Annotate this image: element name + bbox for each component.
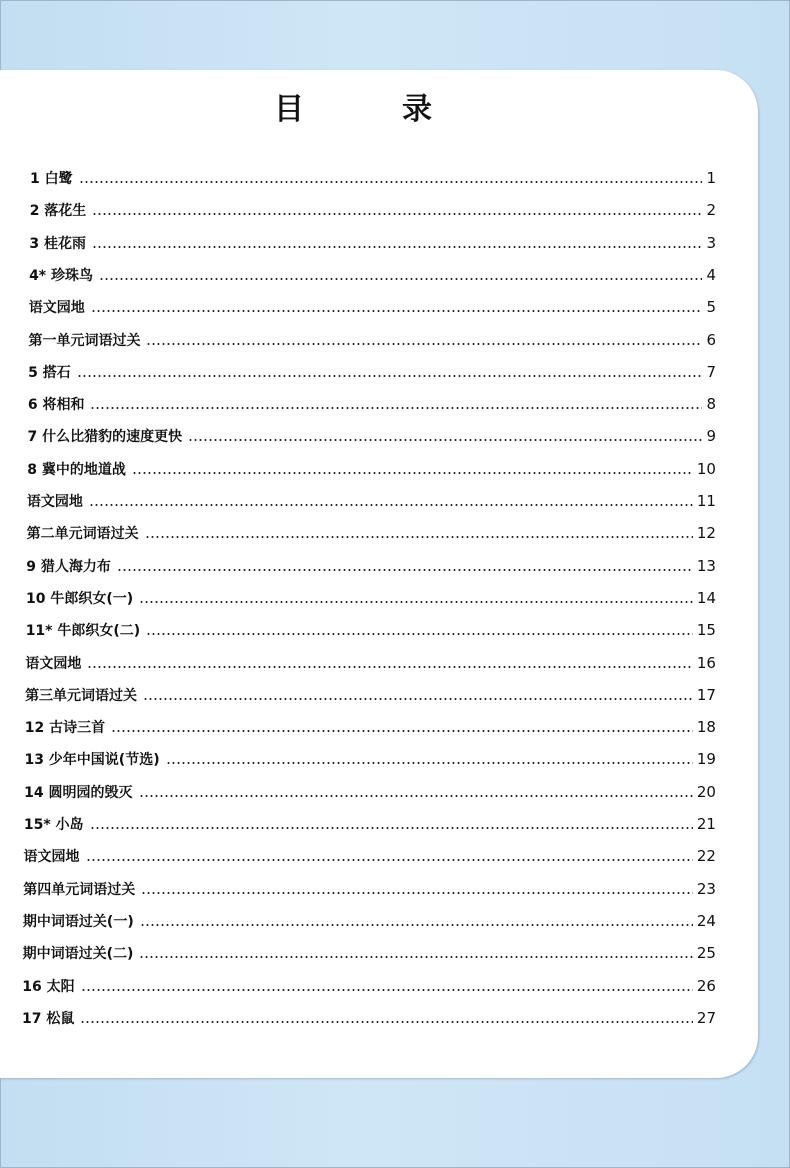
- toc-entry-page-number: 25: [696, 944, 716, 963]
- dot-leader: [81, 989, 693, 991]
- dot-leader: [80, 1021, 693, 1023]
- dot-leader: [92, 213, 702, 215]
- toc-entry-page-number: 23: [696, 879, 716, 898]
- toc-entry-title: 语文园地: [25, 655, 82, 672]
- toc-entry[interactable]: [27, 491, 716, 511]
- toc-entry-title: 5 搭石: [28, 364, 71, 381]
- toc-entry[interactable]: [26, 620, 716, 640]
- toc-entry[interactable]: [28, 394, 716, 414]
- toc-entry-page-number: 18: [696, 718, 716, 737]
- toc-entry[interactable]: [22, 1008, 716, 1028]
- toc-entry[interactable]: [25, 685, 716, 705]
- toc-entry[interactable]: [23, 911, 716, 931]
- toc-entry[interactable]: [25, 653, 716, 673]
- toc-card: [0, 70, 758, 1078]
- toc-entry-title: 语文园地: [26, 494, 83, 510]
- dot-leader: [92, 246, 702, 248]
- toc-entry-title: 7 什么比猎豹的速度更快: [27, 429, 183, 446]
- toc-entry[interactable]: [24, 814, 716, 834]
- dot-leader: [99, 278, 702, 280]
- toc-entry-page-number: 21: [696, 815, 716, 833]
- toc-entry-title: 17 松鼠: [22, 1010, 75, 1027]
- toc-entry-page-number: 22: [696, 847, 716, 866]
- toc-entry-title: 13 少年中国说(节选): [24, 752, 160, 769]
- toc-entry-page-number: 8: [706, 395, 716, 414]
- toc-entry[interactable]: [24, 846, 716, 866]
- toc-entry[interactable]: [25, 717, 716, 737]
- toc-entry-page-number: 16: [696, 653, 716, 672]
- toc-entry-title: 6 将相和: [27, 397, 85, 414]
- dot-leader: [91, 310, 703, 312]
- toc-entry[interactable]: [23, 879, 716, 899]
- toc-entry[interactable]: [23, 943, 716, 963]
- toc-entry-page-number: 14: [696, 588, 716, 607]
- dot-leader: [145, 536, 693, 538]
- toc-entry[interactable]: [28, 362, 716, 382]
- dot-leader: [132, 472, 693, 474]
- dot-leader: [140, 924, 693, 926]
- toc-entry-title: 语文园地: [23, 849, 80, 866]
- toc-entry-page-number: 24: [696, 911, 716, 930]
- toc-entry-page-number: 10: [696, 459, 716, 478]
- toc-entry-title: 语文园地: [28, 300, 85, 317]
- toc-entry-title: 2 落花生: [29, 203, 87, 220]
- toc-entry-page-number: 1: [706, 169, 716, 187]
- toc-entry-title: 4* 珍珠鸟: [29, 267, 93, 284]
- toc-entry[interactable]: [29, 297, 716, 317]
- page-title: 目 录: [274, 92, 466, 127]
- toc-entry-title: 期中词语过关(一): [22, 913, 134, 930]
- toc-entry-title: 12 古诗三首: [24, 720, 106, 737]
- toc-entry-title: 第二单元词语过关: [26, 526, 139, 543]
- dot-leader: [87, 666, 693, 668]
- toc-entry-page-number: 15: [696, 621, 716, 640]
- dot-leader: [139, 956, 692, 958]
- dot-leader: [111, 730, 693, 732]
- toc-entry[interactable]: [26, 588, 716, 608]
- toc-entry-title: 16 太阳: [22, 978, 75, 995]
- toc-entry[interactable]: [26, 556, 716, 576]
- dot-leader: [77, 375, 703, 377]
- toc-entry-page-number: 5: [706, 298, 716, 317]
- dot-leader: [79, 181, 703, 183]
- dot-leader: [146, 633, 693, 635]
- toc-entry[interactable]: [27, 523, 716, 543]
- toc-entry-page-number: 27: [696, 1008, 716, 1027]
- toc-entry-page-number: 26: [696, 976, 716, 995]
- toc-entry[interactable]: [28, 426, 716, 446]
- toc-entry-page-number: 3: [706, 233, 716, 252]
- toc-entry-title: 8 冀中的地道战: [27, 461, 126, 478]
- dot-leader: [90, 407, 702, 409]
- toc-entry-title: 15* 小岛: [23, 817, 84, 833]
- toc-entry-title: 14 圆明园的毁灭: [24, 784, 133, 801]
- toc-entry-title: 期中词语过关(二): [22, 946, 134, 963]
- toc-entry-title: 3 桂花雨: [29, 235, 86, 252]
- toc-entry-page-number: 12: [696, 524, 716, 543]
- dot-leader: [146, 343, 702, 345]
- toc-entry-page-number: 2: [706, 201, 716, 220]
- toc-entry-page-number: 17: [696, 685, 716, 704]
- toc-entry[interactable]: [27, 459, 716, 479]
- dot-leader: [90, 827, 693, 829]
- toc-entry[interactable]: [30, 200, 716, 220]
- toc-entry-title: 第三单元词语过关: [25, 687, 138, 704]
- dot-leader: [188, 439, 702, 441]
- dot-leader: [117, 569, 693, 571]
- toc-entry[interactable]: [24, 782, 716, 802]
- toc-entry-page-number: 4: [706, 265, 716, 284]
- toc-entry[interactable]: [28, 330, 716, 350]
- toc-entry-title: 11* 牛郎织女(二): [25, 623, 141, 640]
- toc-entry-page-number: 9: [706, 427, 716, 446]
- toc-entry-title: 第一单元词语过关: [28, 332, 141, 349]
- dot-leader: [86, 859, 693, 861]
- toc-entry[interactable]: [29, 265, 716, 285]
- toc-entry-title: 10 牛郎织女(一): [26, 590, 134, 607]
- toc-entry[interactable]: [30, 168, 716, 188]
- toc-entry[interactable]: [22, 976, 716, 996]
- dot-leader: [139, 795, 693, 797]
- toc-entry-page-number: 20: [696, 782, 716, 801]
- toc-entry-title: 第四单元词语过关: [23, 881, 136, 898]
- dot-leader: [166, 762, 693, 764]
- dot-leader: [89, 504, 693, 506]
- toc-entry-page-number: 19: [696, 750, 716, 769]
- dot-leader: [139, 601, 693, 603]
- toc-entry[interactable]: [29, 233, 716, 253]
- dot-leader: [141, 892, 693, 894]
- toc-entry-page-number: 11: [696, 492, 716, 510]
- toc-entry-title: 9 猎人海力布: [26, 558, 111, 575]
- toc-entry[interactable]: [24, 749, 716, 769]
- dot-leader: [143, 698, 693, 700]
- toc-entry-title: 1 白鹭: [30, 171, 73, 187]
- toc-entry-page-number: 13: [696, 556, 716, 575]
- toc-entry-page-number: 7: [706, 362, 716, 381]
- toc-entry-page-number: 6: [706, 330, 716, 349]
